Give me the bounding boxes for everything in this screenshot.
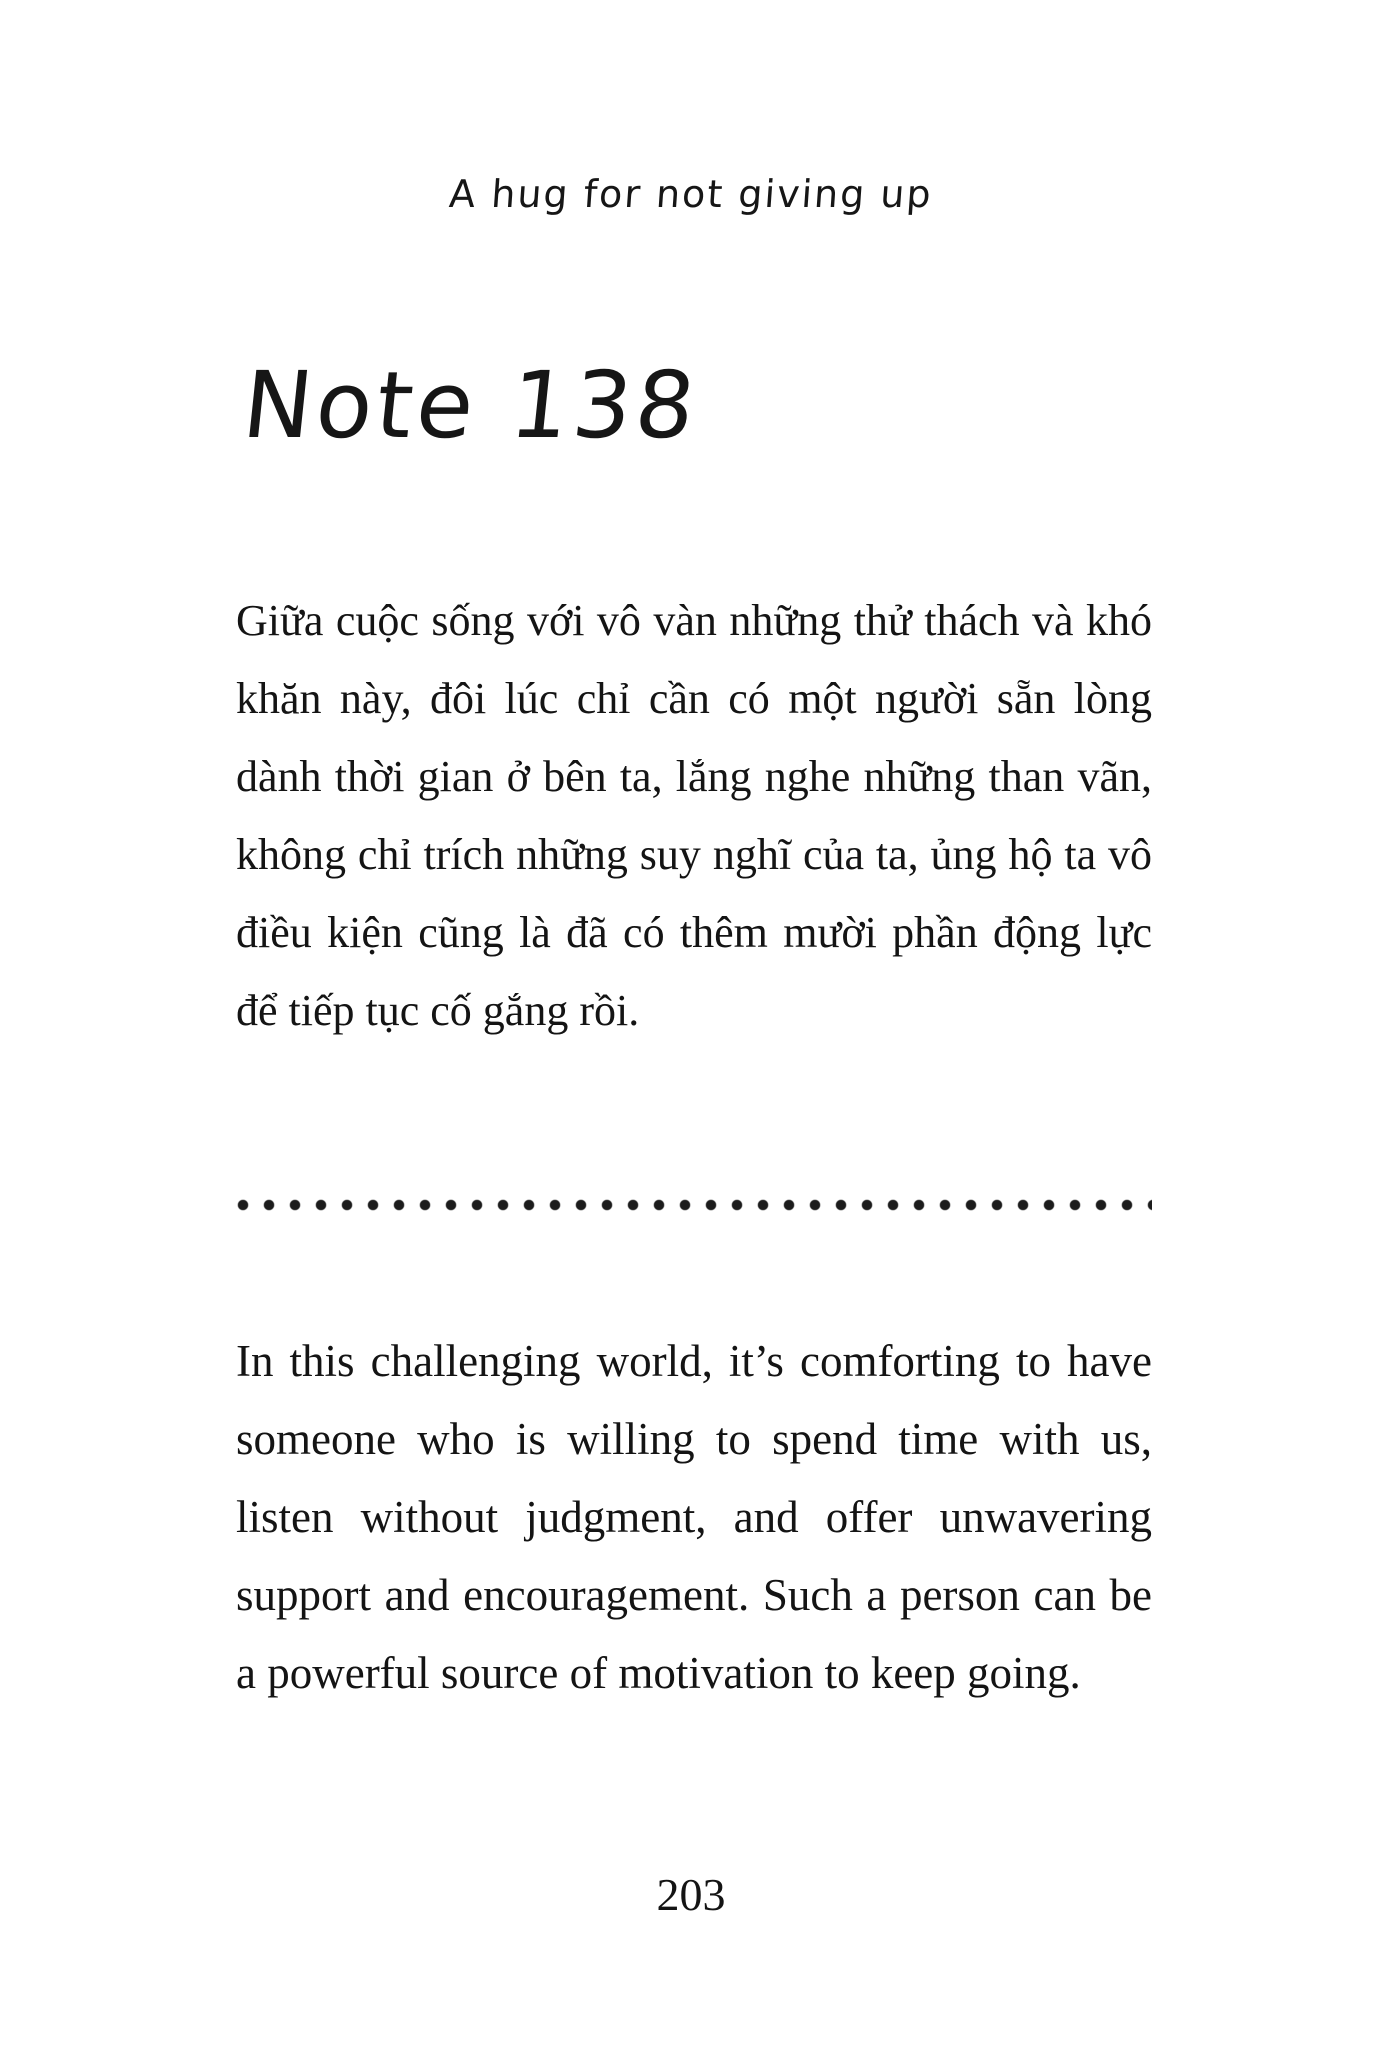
vietnamese-paragraph: Giữa cuộc sống với vô vàn những thử thách và khó khăn này, đôi lúc chỉ cần có một người sẵn lòng dành thời gian ở bên ta, lắng nghe những than vãn, không chỉ trích những suy nghĩ của ta, ủng hộ ta vô điều kiện cũng là đã có thêm mười phần động lực để tiếp tục cố gắng rồi. [236,596,1152,1035]
english-paragraph: In this challenging world, it’s comforting to have someone who is willing to spend time with us, listen without judgment, and offer unwavering support and encouragement. Such a person can be a powerful source of motivation to keep going. [236,1336,1152,1698]
running-head-title: A hug for not giving up [447,172,935,216]
dotted-divider [236,1198,1152,1212]
page-number: 203 [656,1869,726,1920]
note-title: Note 138 [238,352,704,459]
